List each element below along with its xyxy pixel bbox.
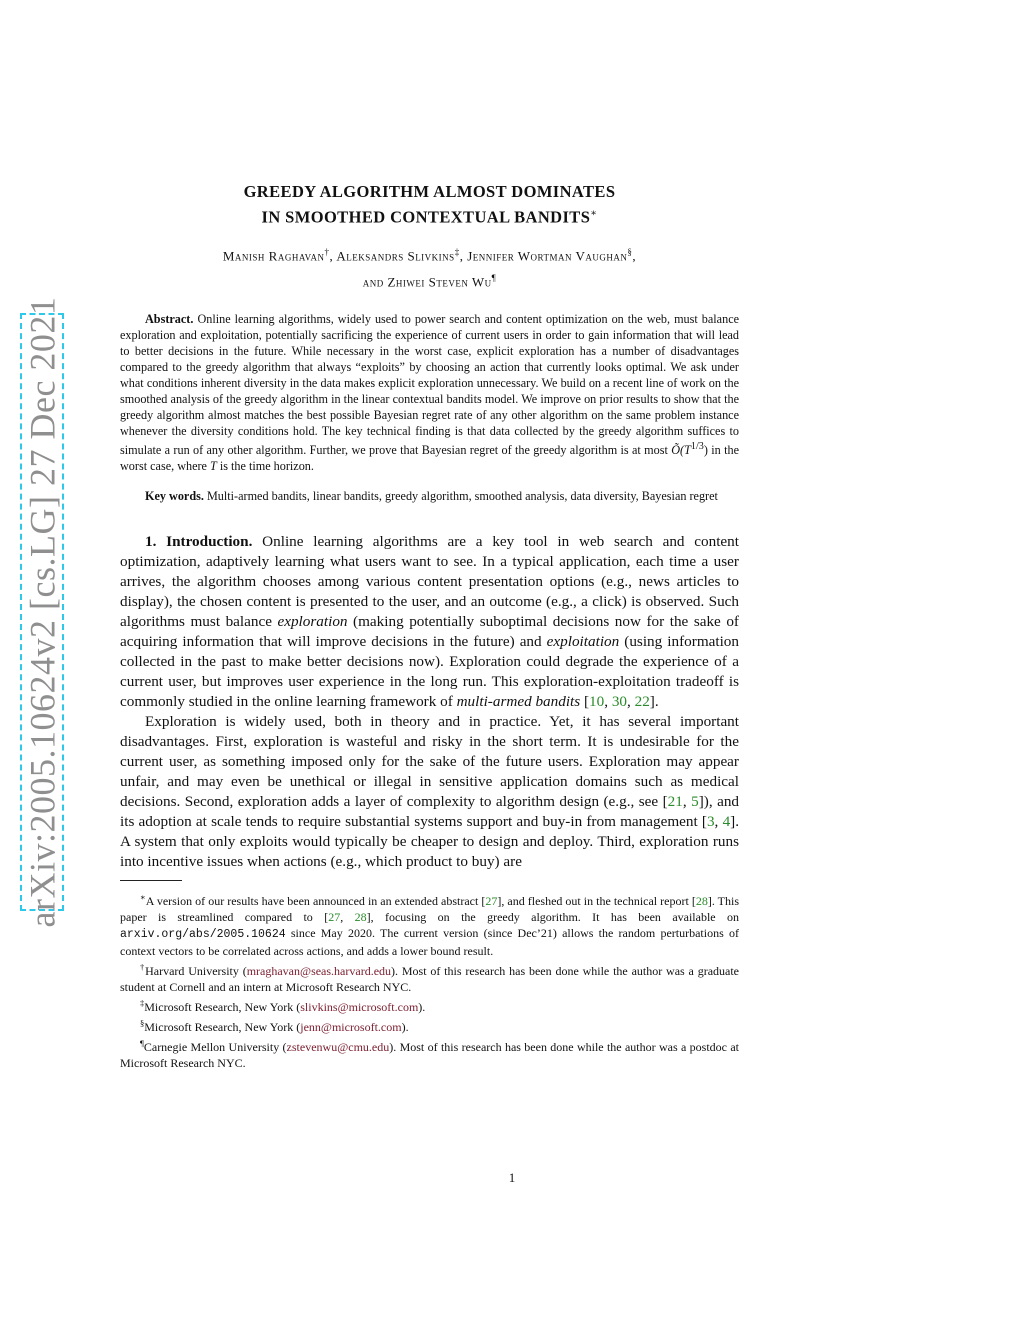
citation-link[interactable]: 21 xyxy=(667,793,683,811)
email-link[interactable]: mraghavan@seas.harvard.edu xyxy=(246,964,392,979)
footnote-mark: ¶ xyxy=(140,1038,144,1049)
footnote-mark: † xyxy=(140,962,146,973)
intro-text: ]. xyxy=(649,693,659,711)
footnote-mark: ∗ xyxy=(140,892,146,903)
emphasis: exploitation xyxy=(546,633,620,651)
footnote-text: ], focusing on the greedy algorithm. It has been available on xyxy=(366,910,740,925)
footnote-mark: § xyxy=(140,1018,145,1029)
footnote-author-1 xyxy=(120,959,739,995)
footnotes xyxy=(120,889,739,1071)
author-name: Aleksandrs Slivkins xyxy=(336,247,455,263)
section-number: 1. xyxy=(145,533,157,551)
intro-text: Online learning algorithms are a key tool in web search and content optimization, adaptively learning what users want to see. In a typical application, each time a user arrives, the algorithm chooses among various content presentation options (e.g., news articles to display), the chosen content is presented to the user, and an outcome (e.g., a click) is observed. Such algorithms must balance xyxy=(120,533,739,631)
abstract-text: Online learning algorithms, widely used to power search and content optimization on the web, must balance exploration and exploitation, potentially sacrificing the experience of current users in order to gain information that will lead to better decisions in the future. While necessary in the worst case, explicit exploration has a number of disadvantages compared to the greedy algorithm that always “exploits” by choosing an action that currently looks optimal. We ask under what conditions inherent diversity in the data makes explicit exploration unnecessary. We build on a recent line of work on the smoothed analysis of the greedy algorithm in the linear contextual bandits model. We improve on prior results to show that the greedy algorithm almost matches the best possible Bayesian regret rate of any other algorithm on the same problem instance whenever the diversity conditions hold. The key technical finding is that data collected by the greedy algorithm suffices to simulate a run of any other algorithm. Further, we prove that Bayesian regret of the greedy algorithm is at most xyxy=(120,312,740,458)
abstract xyxy=(120,311,739,474)
intro-text: (making potentially suboptimal decisions now for the sake of acquiring information that will improve decisions in the future) and xyxy=(120,613,739,651)
footnote-text: ). xyxy=(401,1020,409,1035)
footnote-text: Carnegie Mellon University ( xyxy=(143,1040,287,1055)
intro-text: (using information collected in the past to make better decisions now). Exploration could degrade the experience of a current user, but improves user experience in the long run. This exploration-exploitation tradeoff is commonly studied in the online learning framework of xyxy=(120,633,739,711)
citation-link[interactable]: 28 xyxy=(354,910,367,925)
intro-paragraph-1: 1. Introduction. Online learning algorithms are a key tool in web search and content optimization, adaptively learning what users want to see. In a typical application, each time a user arrives, the algorithm chooses among various content presentation options (e.g., news articles to display), the chosen content is presented to the user, and an outcome (e.g., a click) is observed. Such algorithms must balance exploration (making potentially suboptimal decisions now for the sake of acquiring information that will improve decisions in the future) and exploitation (using information collected in the past to make better decisions now). Exploration could degrade the experience of a current user, but improves user experience in the long run. This exploration-exploitation tradeoff is commonly studied in the online learning framework of multi-armed bandits [10, 30, 22]. xyxy=(120,533,739,711)
abstract-math-close: ) xyxy=(703,443,708,458)
footnote-title: ∗A version of our results have been announced in an extended abstract [27], and fleshed out in the technical report [28]. This paper is streamlined compared to [27, 28], focusing on the greedy algorithm. It has been available on arxiv.org/abs/2005.10624 since May 2020. The current version (since Dec’21) allows the random perturbations of context vectors to be correlated across actions, and adds a lower bound result. xyxy=(120,892,740,959)
arxiv-stamp xyxy=(20,296,64,928)
author-mark: § xyxy=(627,246,633,257)
footnote-author-3 xyxy=(120,1015,739,1035)
keywords-label: Key words. xyxy=(145,489,204,504)
footnote-text: ], and fleshed out in the technical report [ xyxy=(497,894,696,909)
citation-link[interactable]: 22 xyxy=(634,693,650,711)
introduction-section xyxy=(120,532,739,872)
abstract-math: Õ(T xyxy=(671,443,691,458)
citation-link[interactable]: 30 xyxy=(611,693,628,711)
intro-text: [ xyxy=(580,693,590,711)
author-name: Zhiwei Steven Wu xyxy=(387,274,492,290)
citation-link[interactable]: 28 xyxy=(695,894,708,909)
footnote-text: since May 2020. The current version (since Dec’21) allows the random perturbations of context vectors to be correlated across actions, and adds a lower bound result. xyxy=(120,926,739,959)
arxiv-id: arXiv:2005.10624v2 [cs.LG] 27 Dec 2021 xyxy=(22,296,63,928)
footnote-text: ). Most of this research has been done while the author was a graduate student at Cornell and an intern at Microsoft Research NYC. xyxy=(120,964,740,995)
footnote-text: Microsoft Research, New York ( xyxy=(144,1020,301,1035)
citation-link[interactable]: 4 xyxy=(722,813,731,831)
abstract-tail: in the worst case, where xyxy=(120,443,739,474)
footnote-text: ). xyxy=(418,1000,426,1015)
intro-text: ]), and its adoption at scale tends to require substantial systems support and buy-in from management [ xyxy=(120,793,740,831)
intro-text: Exploration is widely used, both in theory and in practice. Yet, it has several important disadvantages. First, exploration is wasteful and risky in the short term. It is undesirable for the current user, as something imposed only for the sake of the future users. Exploration may appear unfair, and may even be unethical or illegal in sensitive application domains such as medical decisions. Second, exploration adds a layer of complexity to algorithm design (e.g., see [ xyxy=(120,713,739,811)
abstract-label: Abstract. xyxy=(145,312,194,327)
email-link[interactable]: jenn@microsoft.com xyxy=(300,1020,402,1035)
title-line-2: IN SMOOTHED CONTEXTUAL BANDITS xyxy=(261,207,591,227)
footnote-text: Microsoft Research, New York ( xyxy=(144,1000,301,1015)
emphasis: exploration xyxy=(277,613,348,631)
footnote-mark: ‡ xyxy=(140,998,145,1009)
email-link[interactable]: zstevenwu@cmu.edu xyxy=(286,1040,390,1055)
paper-title xyxy=(120,181,739,229)
footnote-text: ]. This paper is streamlined compared to [ xyxy=(120,894,740,925)
author-name: Manish Raghavan xyxy=(222,247,325,263)
footnote-text: A version of our results have been announced in an extended abstract [ xyxy=(145,894,486,909)
abstract-math-exponent: 1/3 xyxy=(690,441,704,453)
footnote-divider xyxy=(120,880,182,881)
keywords-text: Multi-armed bandits, linear bandits, greedy algorithm, smoothed analysis, data diversity, Bayesian regret xyxy=(206,489,718,504)
page-number: 1 xyxy=(508,1170,516,1185)
abstract-tail-2: is the time horizon. xyxy=(216,459,314,474)
footnote-author-4 xyxy=(120,1035,739,1071)
author-mark: † xyxy=(324,246,330,257)
footnote-author-2 xyxy=(120,995,739,1015)
emphasis: multi-armed bandits xyxy=(456,693,581,711)
citation-link[interactable]: 27 xyxy=(328,910,341,925)
intro-text: ]. A system that only exploits would typically be cheaper to design and deploy. Third, exploration runs into incentive issues when actions (e.g., which product to buy) are xyxy=(120,813,740,871)
intro-paragraph-2: Exploration is widely used, both in theory and in practice. Yet, it has several important disadvantages. First, exploration is wasteful and risky in the short term. It is undesirable for the current user, as something imposed only for the sake of the future users. Exploration may appear unfair, and may even be unethical or illegal in sensitive application domains such as medical decisions. Second, exploration adds a layer of complexity to algorithm design (e.g., see [21, 5]), and its adoption at scale tends to require substantial systems support and buy-in from management [3, 4]. A system that only exploits would typically be cheaper to design and deploy. Third, exploration runs into incentive issues when actions (e.g., which product to buy) are xyxy=(120,713,740,871)
citation-link[interactable]: 10 xyxy=(589,693,605,711)
author-list: Manish Raghavan†, Aleksandrs Slivkins‡, Jennifer Wortman Vaughan§, and Zhiwei Steven Wu¶ xyxy=(222,246,637,290)
citation-link[interactable]: 5 xyxy=(691,793,699,811)
author-name: Jennifer Wortman Vaughan xyxy=(467,247,628,263)
author-mark: ‡ xyxy=(454,246,460,257)
email-link[interactable]: slivkins@microsoft.com xyxy=(300,1000,419,1015)
section-heading: Introduction. xyxy=(166,533,253,551)
abstract-math-T: T xyxy=(210,459,217,474)
citation-link[interactable]: 27 xyxy=(485,894,498,909)
author-conjunction: and xyxy=(362,274,384,290)
page-content xyxy=(120,181,739,1071)
footnote-text: Harvard University ( xyxy=(145,964,247,979)
citation-link[interactable]: 3 xyxy=(706,813,715,831)
footnote-text: ). Most of this research has been done while the author was a postdoc at Microsoft Research NYC. xyxy=(120,1040,739,1071)
arxiv-url[interactable]: arxiv.org/abs/2005.10624 xyxy=(120,928,286,942)
keywords xyxy=(120,488,739,504)
title-line-1: GREEDY ALGORITHM ALMOST DOMINATES xyxy=(243,182,616,201)
title-footnote-mark: ∗ xyxy=(590,208,598,219)
author-mark: ¶ xyxy=(491,272,497,283)
